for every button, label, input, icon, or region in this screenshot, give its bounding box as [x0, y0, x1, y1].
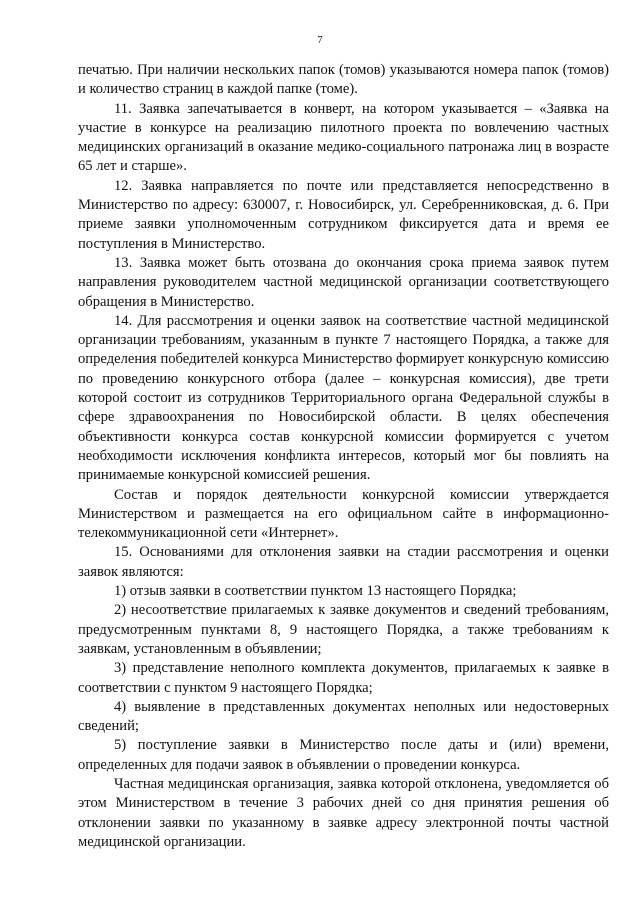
- paragraph-item-14: 14. Для рассмотрения и оценки заявок на соответствие частной медицинской организации требованиям, указанным в пункте 7 настоящего Порядка, а также для определения победителей конкурса Министерство формирует конкурсную комиссию по проведению конкурсного отбора (далее – конкурсная комиссия), две трети которой состоит из сотрудников Территориального органа Федеральной службы в сфере здравоохранения по Новосибирской области. В целях обеспечения объективности конкурса состав конкурсной комиссии формируется с учетом необходимости исключения конфликта интересов, который мог бы повлиять на принимаемые конкурсной комиссией решения.: [78, 312, 609, 484]
- paragraph-item-13: 13. Заявка может быть отозвана до окончания срока приема заявок путем направления руководителем частной медицинской организации соответствующего обращения в Министерство.: [78, 254, 609, 310]
- list-item-4: 4) выявление в представленных документах неполных или недостоверных сведений;: [78, 698, 609, 735]
- paragraph-commission-composition: Состав и порядок деятельности конкурсной комиссии утверждается Министерством и размещается на его официальном сайте в информационно-телекоммуникационной сети «Интернет».: [78, 486, 609, 542]
- page-number: 7: [317, 34, 323, 46]
- paragraph-rejection-notice: Частная медицинская организация, заявка которой отклонена, уведомляется об этом Министерством в течение 3 рабочих дней со дня принятия решения об отклонении заявки по указанному в заявке адресу электронной почты частной медицинской организации.: [78, 775, 609, 850]
- list-item-1: 1) отзыв заявки в соответствии пунктом 13 настоящего Порядка;: [114, 583, 517, 600]
- paragraph-item-15: 15. Основаниями для отклонения заявки на стадии рассмотрения и оценки заявок являются:: [78, 544, 609, 580]
- paragraph-item-11: 11. Заявка запечатывается в конверт, на котором указывается – «Заявка на участие в конкурсе на реализацию пилотного проекта по вовлечению частных медицинских организаций в оказание медико-социального патронажа лиц в возрасте 65 лет и старше».: [78, 100, 609, 175]
- list-item-5: 5) поступление заявки в Министерство после даты и (или) времени, определенных для подачи заявок в объявлении о проведении конкурса.: [78, 737, 609, 773]
- paragraph-item-12: 12. Заявка направляется по почте или представляется непосредственно в Министерство по адресу: 630007, г. Новосибирск, ул. Серебренниковская, д. 6. При приеме заявки уполномоченным сотрудником фиксируется дата и время ее поступления в Министерство.: [78, 177, 609, 252]
- list-item-2: 2) несоответствие прилагаемых к заявке документов и сведений требованиям, предусмотренным пунктами 8, 9 настоящего Порядка, а также требованиям к заявкам, установленным в объявлении;: [78, 602, 609, 657]
- document-body: [78, 61, 609, 852]
- paragraph-continuation: печатью. При наличии нескольких папок (томов) указываются номера папок (томов) и количество страниц в каждой папке (томе).: [78, 62, 609, 98]
- list-item-3: 3) представление неполного комплекта документов, прилагаемых к заявке в соответствии с пунктом 9 настоящего Порядка;: [78, 660, 609, 696]
